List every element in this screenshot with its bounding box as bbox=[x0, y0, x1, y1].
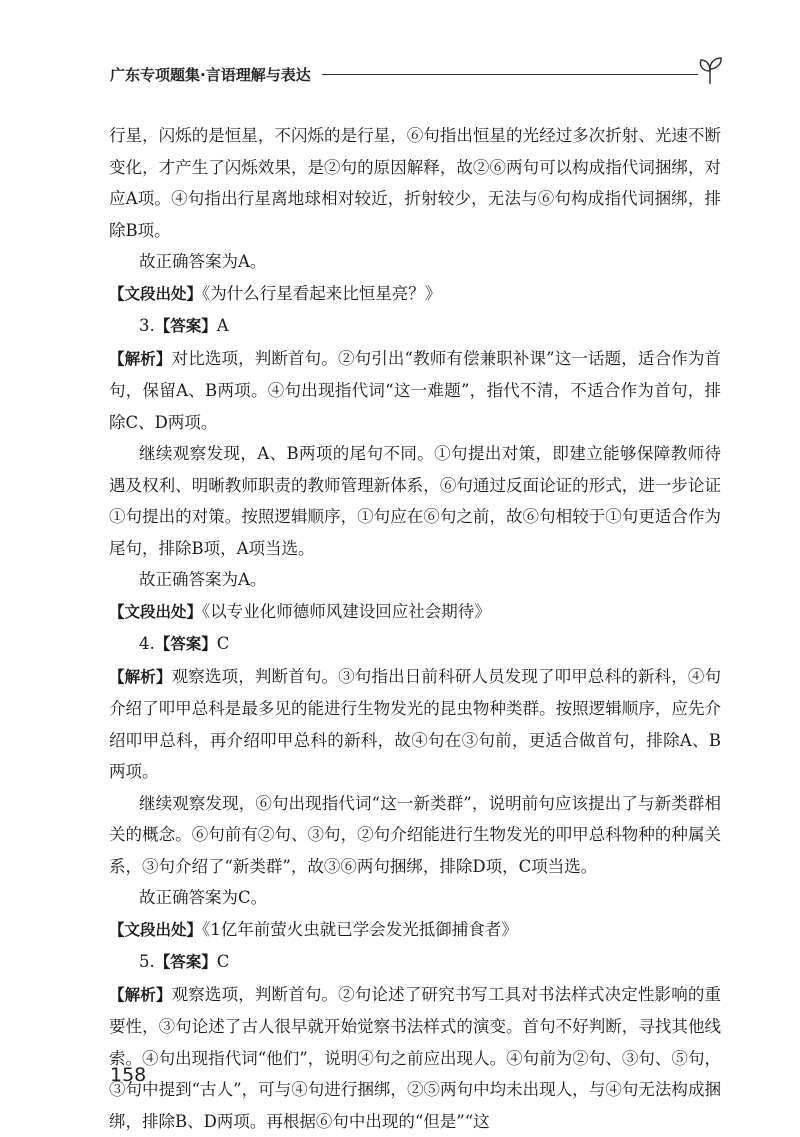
paragraph: 故正确答案为A。 bbox=[109, 246, 721, 278]
sprout-icon bbox=[694, 54, 726, 86]
source-tag: 【文段出处】 bbox=[109, 921, 202, 939]
source-line: 【文段出处】《1亿年前萤火虫就已学会发光抵御捕食者》 bbox=[109, 914, 721, 947]
analysis-tag: 【解析】 bbox=[109, 350, 172, 368]
source-tag: 【文段出处】 bbox=[109, 603, 202, 621]
page-header bbox=[110, 54, 720, 90]
source-line: 【文段出处】《以专业化师德师风建设回应社会期待》 bbox=[109, 596, 721, 629]
answer-line: 4.【答案】C bbox=[109, 628, 721, 661]
paragraph: 继续观察发现，A、B两项的尾句不同。①句提出对策，即建立能够保障教师待遇及权利、明晰教师职责的教师管理新体系，⑥句通过反面论证的形式，进一步论证①句提出的对策。按照逻辑顺序，①句应在⑥句之前，故⑥句相较于①句更适合作为尾句，排除B项，A项当选。 bbox=[109, 438, 721, 564]
paragraph: 故正确答案为C。 bbox=[109, 882, 721, 914]
answer-tag: 【答案】 bbox=[155, 635, 217, 653]
analysis-tag: 【解析】 bbox=[109, 668, 172, 686]
analysis-paragraph: 【解析】观察选项，判断首句。③句指出日前科研人员发现了叩甲总科的新科，④句介绍了叩甲总科是最多见的能进行生物发光的昆虫物种类群。按照逻辑顺序，应先介绍叩甲总科，再介绍叩甲总科的新科，故④句在③句前，更适合做首句，排除A、B两项。 bbox=[109, 661, 721, 788]
answer-tag: 【答案】 bbox=[155, 317, 217, 335]
paragraph: 行星，闪烁的是恒星，不闪烁的是行星，⑥句指出恒星的光经过多次折射、光速不断变化，才产生了闪烁效果，是②句的原因解释，故②⑥两句可以构成指代词捆绑，对应A项。④句指出行星离地球相对较近，折射较少，无法与⑥句构成指代词捆绑，排除B项。 bbox=[109, 120, 721, 246]
answer-line: 5.【答案】C bbox=[109, 946, 721, 979]
header-title: 广东专项题集·言语理解与表达 bbox=[110, 64, 311, 85]
analysis-paragraph: 【解析】观察选项，判断首句。②句论述了研究书写工具对书法样式决定性影响的重要性，③句论述了古人很早就开始觉察书法样式的演变。首句不好判断，寻找其他线索。④句出现指代词“他们”，说明④句之前应出现人。④句前为②句、③句、⑤句，③句中提到“古人”，可与④句进行捆绑，②⑤两句中均未出现人，与④句无法构成捆绑，排除B、D两项。再根据⑥句中出现的“但是”“这 bbox=[109, 979, 721, 1137]
analysis-paragraph: 【解析】对比选项，判断首句。②句引出“教师有偿兼职补课”这一话题，适合作为首句，保留A、B两项。④句出现指代词“这一难题”，指代不清，不适合作为首句，排除C、D两项。 bbox=[109, 343, 721, 439]
paragraph: 故正确答案为A。 bbox=[109, 564, 721, 596]
source-tag: 【文段出处】 bbox=[109, 285, 202, 303]
analysis-tag: 【解析】 bbox=[109, 986, 172, 1004]
source-line: 【文段出处】《为什么行星看起来比恒星亮？》 bbox=[109, 278, 721, 311]
page-body bbox=[109, 120, 721, 1137]
page-number: 158 bbox=[110, 1064, 146, 1086]
header-rule bbox=[322, 74, 698, 75]
answer-tag: 【答案】 bbox=[155, 953, 217, 971]
paragraph: 继续观察发现，⑥句出现指代词“这一新类群”，说明前句应该提出了与新类群相关的概念。⑥句前有②句、③句，②句介绍能进行生物发光的叩甲总科物种的种属关系，③句介绍了“新类群”，故③⑥两句捆绑，排除D项，C项当选。 bbox=[109, 788, 721, 883]
answer-line: 3.【答案】A bbox=[109, 310, 721, 343]
